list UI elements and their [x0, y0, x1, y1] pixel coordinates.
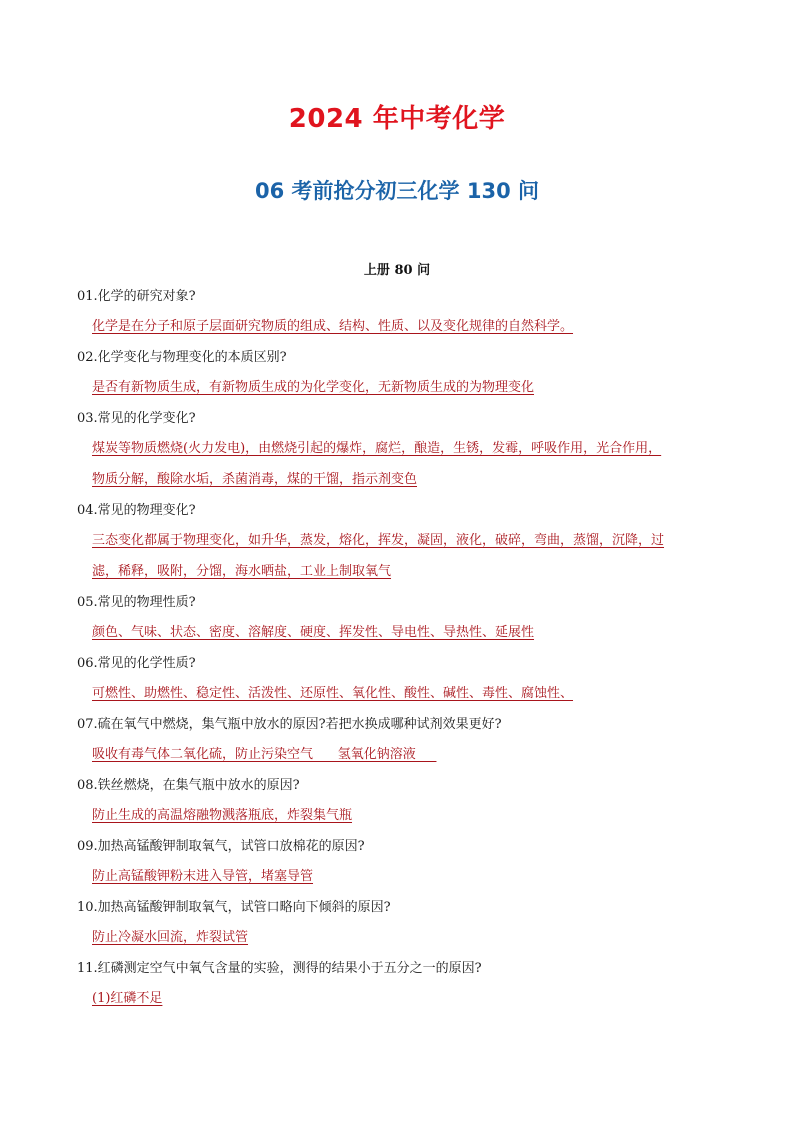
document-title: 2024 年中考化学	[288, 104, 506, 134]
question: 07.硫在氧气中燃烧，集气瓶中放水的原因?若把水换成哪种试剂效果更好?	[77, 717, 502, 732]
answer	[92, 678, 722, 709]
answer-line: 化学是在分子和原子层面研究物质的组成、结构、性质、以及变化规律的自然科学。	[92, 319, 574, 334]
answer	[92, 311, 722, 342]
answer	[92, 372, 722, 403]
qa-item	[77, 715, 722, 770]
qa-item	[77, 409, 722, 495]
question: 10.加热高锰酸钾制取氧气，试管口略向下倾斜的原因?	[77, 900, 391, 915]
answer	[92, 983, 722, 1014]
answer	[92, 739, 722, 770]
answer-line: 三态变化都属于物理变化，如升华，蒸发，熔化，挥发，凝固，液化，破碎，弯曲，蒸馏，沉降，过	[92, 533, 665, 548]
answer-line: 防止生成的高温熔融物溅落瓶底，炸裂集气瓶	[92, 808, 353, 823]
answer-line: 防止冷凝水回流，炸裂试管	[92, 930, 249, 945]
qa-item	[77, 837, 722, 892]
qa-item	[77, 348, 722, 403]
qa-item	[77, 654, 722, 709]
answer-line: (1)红磷不足	[92, 991, 163, 1006]
answer	[92, 800, 722, 831]
question: 04.常见的物理变化?	[77, 503, 196, 518]
answer-line: 物质分解，酸除水垢，杀菌消毒，煤的干馏，指示剂变色	[92, 472, 418, 487]
answer-line: 可燃性、助燃性、稳定性、活泼性、还原性、氧化性、酸性、碱性、毒性、腐蚀性、	[92, 686, 574, 701]
answer-line: 吸收有毒气体二氧化硫，防止污染空气 氢氧化钠溶液	[92, 747, 437, 762]
question-list	[77, 287, 722, 1020]
question: 06.常见的化学性质?	[77, 656, 196, 671]
answer-line: 颜色、气味、状态、密度、溶解度、硬度、挥发性、导电性、导热性、延展性	[92, 625, 535, 640]
qa-item	[77, 287, 722, 342]
question: 05.常见的物理性质?	[77, 595, 196, 610]
question: 03.常见的化学变化?	[77, 411, 196, 426]
answer	[92, 433, 722, 495]
qa-item	[77, 959, 722, 1014]
answer-line: 煤炭等物质燃烧(火力发电)，由燃烧引起的爆炸，腐烂，酿造，生锈，发霉，呼吸作用，光合作用，	[92, 441, 662, 456]
section-heading: 上册 80 问	[363, 263, 431, 278]
answer	[92, 525, 722, 587]
question: 11.红磷测定空气中氧气含量的实验，测得的结果小于五分之一的原因?	[77, 961, 482, 976]
question: 08.铁丝燃烧，在集气瓶中放水的原因?	[77, 778, 300, 793]
answer-line: 是否有新物质生成，有新物质生成的为化学变化，无新物质生成的为物理变化	[92, 380, 535, 395]
qa-item	[77, 593, 722, 648]
answer-line: 防止高锰酸钾粉末进入导管，堵塞导管	[92, 869, 314, 884]
qa-item	[77, 898, 722, 953]
qa-item	[77, 501, 722, 587]
answer	[92, 861, 722, 892]
question: 09.加热高锰酸钾制取氧气，试管口放棉花的原因?	[77, 839, 365, 854]
answer	[92, 617, 722, 648]
answer	[92, 922, 722, 953]
question: 02.化学变化与物理变化的本质区别?	[77, 350, 287, 365]
answer-line: 滤，稀释，吸附，分馏，海水晒盐，工业上制取氧气	[92, 564, 392, 579]
question: 01.化学的研究对象?	[77, 289, 196, 304]
qa-item	[77, 776, 722, 831]
document-subtitle: 06 考前抢分初三化学 130 问	[255, 179, 539, 203]
